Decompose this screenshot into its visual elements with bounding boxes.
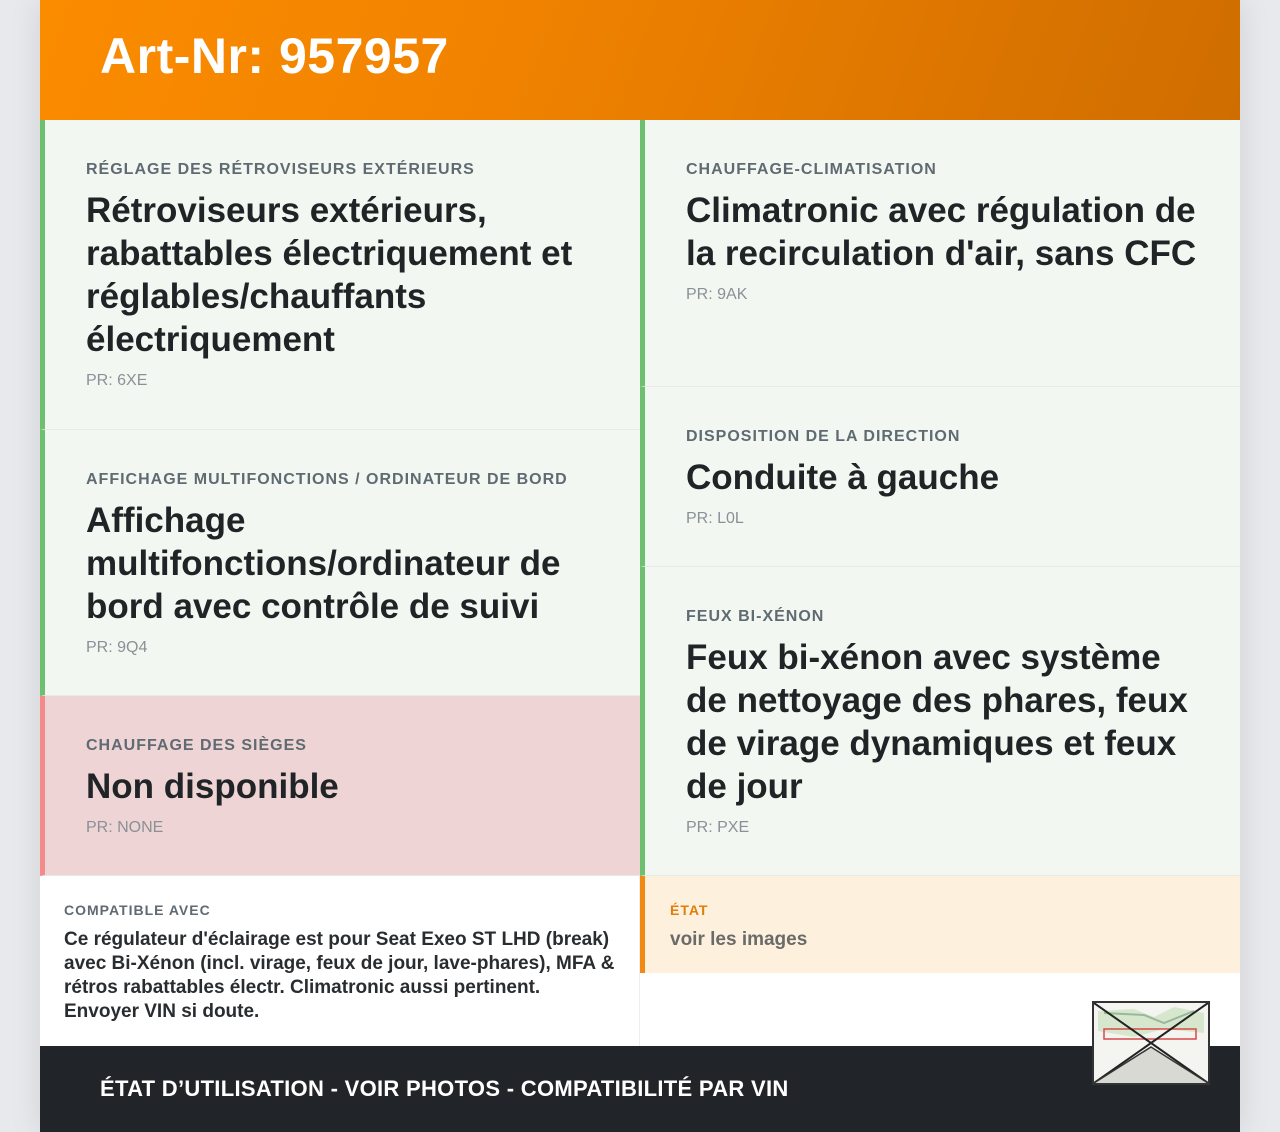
feature-label: CHAUFFAGE DES SIÈGES <box>86 737 307 754</box>
feature-pr-code: PR: 6XE <box>86 372 148 389</box>
condition-box <box>640 876 1240 973</box>
compatibility-text: Ce régulateur d'éclairage est pour Seat Exeo ST LHD (break) avec Bi-Xénon (incl. virage, feux de jour, lave-phares), MFA & rétros rabattables électr. Climatronic aussi pertinent. Envoyer VIN si doute. <box>64 929 615 1022</box>
feature-seat-heating <box>40 696 640 876</box>
condition-text: voir les images <box>670 929 808 950</box>
feature-display <box>40 430 640 696</box>
feature-value: Affichage multifonctions/ordinateur de bord avec contrôle de suivi <box>86 501 561 626</box>
product-card <box>40 0 1240 1132</box>
feature-pr-code: PR: 9AK <box>686 286 748 303</box>
feature-pr-code: PR: 9Q4 <box>86 639 148 656</box>
feature-value: Feux bi-xénon avec système de nettoyage des phares, feux de virage dynamiques et feux de jour <box>686 638 1188 806</box>
feature-lights <box>640 567 1240 876</box>
feature-value: Climatronic avec régulation de la recirculation d'air, sans CFC <box>686 191 1197 273</box>
envelope-photo-thumbnail[interactable] <box>1092 1001 1210 1085</box>
feature-label: RÉGLAGE DES RÉTROVISEURS EXTÉRIEURS <box>86 161 475 178</box>
feature-value: Conduite à gauche <box>686 458 1000 497</box>
condition-label: ÉTAT <box>670 902 709 918</box>
footer-text: ÉTAT D’UTILISATION - VOIR PHOTOS - COMPATIBILITÉ PAR VIN <box>100 1076 789 1101</box>
article-number-title: Art-Nr: 957957 <box>100 28 449 84</box>
compatibility-box <box>40 876 640 1046</box>
feature-label: DISPOSITION DE LA DIRECTION <box>686 428 961 445</box>
feature-steering <box>640 387 1240 567</box>
header-banner <box>40 0 1240 120</box>
feature-climate <box>640 120 1240 387</box>
feature-pr-code: PR: L0L <box>686 510 744 527</box>
envelope-icon <box>1094 1003 1208 1083</box>
feature-label: FEUX BI-XÉNON <box>686 608 825 625</box>
feature-label: AFFICHAGE MULTIFONCTIONS / ORDINATEUR DE BORD <box>86 471 568 488</box>
feature-value: Non disponible <box>86 767 339 806</box>
compatibility-label: COMPATIBLE AVEC <box>64 902 211 918</box>
feature-mirrors <box>40 120 640 430</box>
feature-pr-code: PR: PXE <box>686 819 750 836</box>
footer-bar <box>40 1046 1240 1132</box>
feature-pr-code: PR: NONE <box>86 819 164 836</box>
feature-value: Rétroviseurs extérieurs, rabattables électriquement et réglables/chauffants électriquement <box>86 191 573 359</box>
feature-label: CHAUFFAGE-CLIMATISATION <box>686 161 937 178</box>
